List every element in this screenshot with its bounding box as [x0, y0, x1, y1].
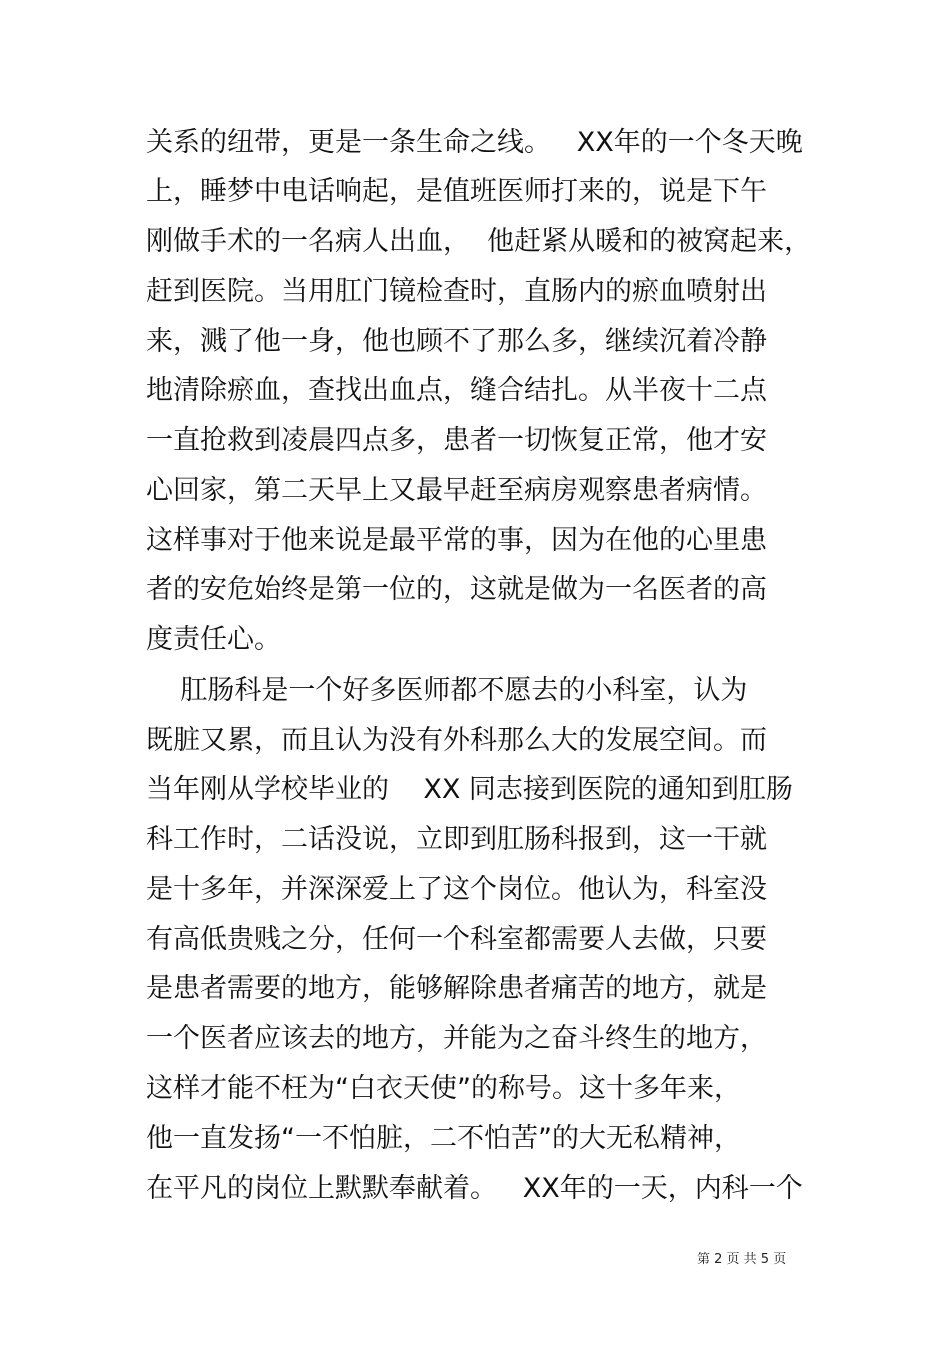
text-line: 是十多年，并深深爱上了这个岗位。他认为，科室没 [146, 874, 767, 905]
text-line: 度责任心。 [146, 624, 281, 655]
text-line: 关系的纽带，更是一条生命之线。 XX年的一个冬天晚 [146, 127, 803, 158]
text-line: 地清除瘀血，查找出血点，缝合结扎。从半夜十二点 [146, 375, 767, 406]
text-line: 来，溅了他一身，他也顾不了那么多，继续沉着冷静 [146, 326, 767, 357]
text-line: 当年刚从学校毕业的 XX 同志接到医院的通知到肛肠 [146, 774, 793, 805]
text-line: 赶到医院。当用肛门镜检查时，直肠内的瘀血喷射出 [146, 276, 767, 307]
text-line: 在平凡的岗位上默默奉献着。 XX年的一天，内科一个 [146, 1173, 803, 1204]
text-line: 心回家，第二天早上又最早赶至病房观察患者病情。 [146, 475, 767, 506]
text-line: 既脏又累，而且认为没有外科那么大的发展空间。而 [146, 725, 767, 756]
text-line: 肛肠科是一个好多医师都不愿去的小科室，认为 [146, 675, 748, 706]
text-line: 上，睡梦中电话响起，是值班医师打来的，说是下午 [146, 176, 767, 207]
page-number-footer: 第 2 页 共 5 页 [697, 1252, 787, 1267]
text-line: 一直抢救到凌晨四点多，患者一切恢复正常，他才安 [146, 425, 767, 456]
text-line: 是患者需要的地方，能够解除患者痛苦的地方，就是 [146, 973, 767, 1004]
text-line: 者的安危始终是第一位的，这就是做为一名医者的高 [146, 574, 767, 605]
text-line: 这样事对于他来说是最平常的事，因为在他的心里患 [146, 525, 767, 556]
text-line: 刚做手术的一名病人出血， 他赶紧从暖和的被窝起来， [146, 226, 812, 257]
text-line: 这样才能不枉为“白衣天使”的称号。这十多年来， [146, 1073, 741, 1104]
text-line: 科工作时，二话没说，立即到肛肠科报到，这一干就 [146, 824, 767, 855]
text-line: 他一直发扬“一不怕脏，二不怕苦”的大无私精神， [146, 1123, 741, 1154]
text-line: 有高低贵贱之分，任何一个科室都需要人去做，只要 [146, 924, 767, 955]
text-line: 一个医者应该去的地方，并能为之奋斗终生的地方， [146, 1023, 767, 1054]
